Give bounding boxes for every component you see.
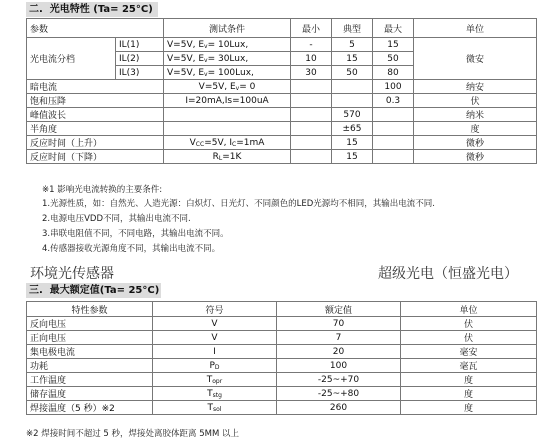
il-code: IL(2) (116, 52, 164, 66)
dark-current-label: 暗电流 (27, 80, 164, 94)
table-row (27, 108, 537, 122)
saturation-max: 0.3 (373, 94, 414, 108)
section2-title (26, 2, 158, 17)
header-typ: 典型 (332, 19, 373, 38)
dark-current-unit: 纳安 (414, 80, 537, 94)
value-cell: -25~+80 (277, 387, 401, 401)
rise-time-unit: 微秒 (414, 136, 537, 150)
unit-cell: 伏 (401, 317, 537, 331)
cut-header-left: 环境光传感器 (30, 266, 114, 282)
param-cell: 功耗 (27, 359, 153, 373)
absolute-maximum-ratings-table (26, 301, 537, 415)
header-max: 最大 (373, 19, 414, 38)
note2: ※2 焊接时间不超过 5 秒，焊接处离胶体距离 5MM 以上 (26, 429, 240, 439)
unit-cell: 度 (401, 387, 537, 401)
header-param: 参数 (27, 19, 164, 38)
il-cond: V=5V, $E_v= 30Lux$, (164, 52, 291, 66)
header-min: 最小 (291, 19, 332, 38)
saturation-cond: I=20mA,Is=100uA (164, 94, 291, 108)
section2-title-condition: (Ta= 25°C) (93, 4, 153, 15)
dark-current-cond: V=5V, $E_v= 0$ (164, 80, 291, 94)
response-cond-1: $V_{CC}=5V$, $I_C=1mA$ (164, 136, 291, 150)
section3-title (26, 283, 161, 298)
unit-cell: 度 (401, 373, 537, 387)
fall-time-typ: 15 (332, 150, 373, 164)
symbol-cell: V (153, 331, 277, 345)
saturation-label: 饱和压降 (27, 94, 164, 108)
il-min: - (291, 38, 332, 52)
table-row (27, 359, 537, 373)
table-row (27, 317, 537, 331)
half-angle-label: 半角度 (27, 122, 164, 136)
rise-time-label: 反应时间（上升） (27, 136, 164, 150)
il-cond: V=5V, $E_v= 10Lux$, (164, 38, 291, 52)
il-typ: 50 (332, 66, 373, 80)
value-cell: 100 (277, 359, 401, 373)
header-value: 额定值 (277, 302, 401, 317)
symbol-cell: $T_{sol}$ (153, 401, 277, 415)
value-cell: 260 (277, 401, 401, 415)
header-cond: 测试条件 (164, 19, 291, 38)
il-code: IL(3) (116, 66, 164, 80)
table-row (27, 345, 537, 359)
il-min: 30 (291, 66, 332, 80)
value-cell: -25~+70 (277, 373, 401, 387)
symbol-cell: $T_{stg}$ (153, 387, 277, 401)
section3-title-prefix: 三. 最大额定值 (29, 285, 100, 296)
peak-wavelength-typ: 570 (332, 108, 373, 122)
table-header-row (27, 302, 537, 317)
il-code: IL(1) (116, 38, 164, 52)
table-row (27, 94, 537, 108)
param-cell: 工作温度 (27, 373, 153, 387)
symbol-cell: $T_{opr}$ (153, 373, 277, 387)
symbol-cell: $P_D$ (153, 359, 277, 373)
light-current-unit: 微安 (414, 38, 537, 80)
unit-cell: 毫瓦 (401, 359, 537, 373)
half-angle-typ: ±65 (332, 122, 373, 136)
peak-wavelength-label: 峰值波长 (27, 108, 164, 122)
table-row (27, 331, 537, 345)
header-param: 特性参数 (27, 302, 153, 317)
table-row (27, 373, 537, 387)
il-max: 80 (373, 66, 414, 80)
param-cell: 正向电压 (27, 331, 153, 345)
table-row (27, 80, 537, 94)
param-cell: 集电极电流 (27, 345, 153, 359)
light-current-label: 光电流分档 (27, 38, 116, 80)
fall-time-unit: 微秒 (414, 150, 537, 164)
note1-item: 4.传感器接收光源角度不同，其输出电流不同。 (42, 244, 221, 254)
il-typ: 15 (332, 52, 373, 66)
symbol-cell: V (153, 317, 277, 331)
cut-header-right: 超级光电（恒盛光电） (378, 266, 518, 282)
value-cell: 70 (277, 317, 401, 331)
note1-item: 2.电源电压VDD不同，其输出电流不同. (42, 214, 191, 224)
header-unit: 单位 (401, 302, 537, 317)
il-max: 15 (373, 38, 414, 52)
saturation-unit: 伏 (414, 94, 537, 108)
il-typ: 5 (332, 38, 373, 52)
table-row (27, 401, 537, 415)
table-header-row (27, 19, 537, 38)
fall-time-label: 反应时间（下降） (27, 150, 164, 164)
table-row (27, 387, 537, 401)
response-cond-2: $R_L=1K$ (164, 150, 291, 164)
header-unit: 单位 (414, 19, 537, 38)
dark-current-max: 100 (373, 80, 414, 94)
il-cond: V=5V, $E_v= 100Lux$, (164, 66, 291, 80)
value-cell: 20 (277, 345, 401, 359)
section2-title-prefix: 二. 光电特性 (29, 4, 94, 15)
table-row (27, 150, 537, 164)
half-angle-unit: 度 (414, 122, 537, 136)
table-row (27, 122, 537, 136)
section3-title-condition: (Ta= 25°C) (99, 285, 160, 296)
param-cell: 储存温度 (27, 387, 153, 401)
symbol-cell: I (153, 345, 277, 359)
param-cell: 反向电压 (27, 317, 153, 331)
il-max: 50 (373, 52, 414, 66)
peak-wavelength-unit: 纳米 (414, 108, 537, 122)
param-cell: 焊接温度（5 秒）※2 (27, 401, 153, 415)
note1-item: 3.串联电阻值不同，不同电路，其输出电流不同。 (42, 229, 229, 239)
unit-cell: 度 (401, 401, 537, 415)
value-cell: 7 (277, 331, 401, 345)
header-symbol: 符号 (153, 302, 277, 317)
table-row (27, 136, 537, 150)
optoelectronic-characteristics-table (26, 18, 537, 164)
il-min: 10 (291, 52, 332, 66)
unit-cell: 毫安 (401, 345, 537, 359)
note1-item: 1.光源性质，如：自然光、人造光源：白炽灯、日光灯、不同颜色的LED光源均不相同，其输出电流不同. (42, 199, 435, 209)
note1-heading: ※1 影响光电流转换的主要条件: (42, 185, 163, 195)
rise-time-typ: 15 (332, 136, 373, 150)
unit-cell: 伏 (401, 331, 537, 345)
table-row (27, 38, 537, 52)
